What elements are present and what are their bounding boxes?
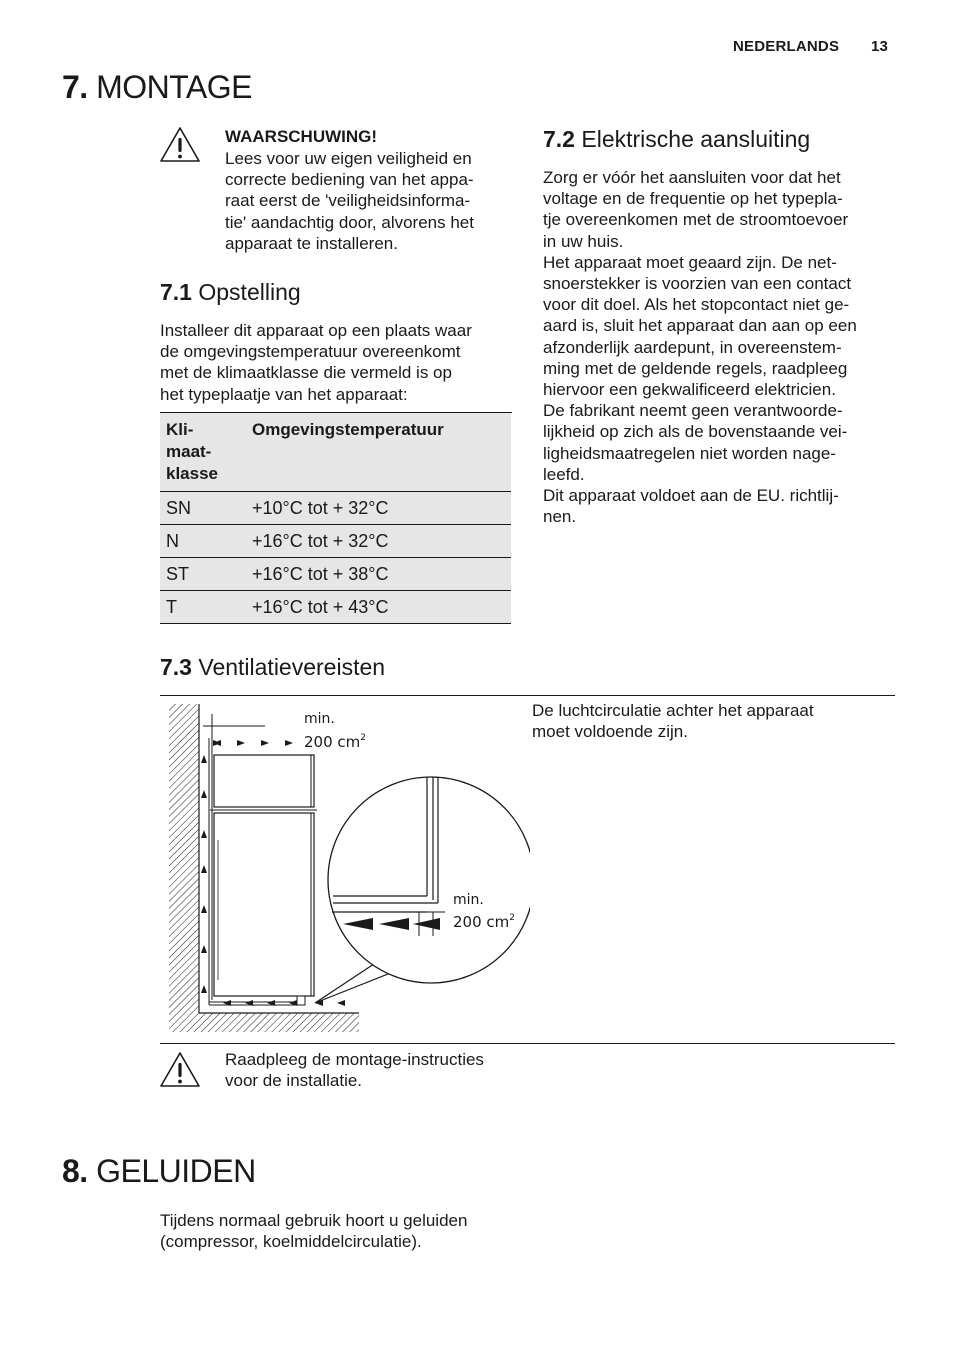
wall-hatch (169, 704, 199, 1032)
section-7-3-top-rule (160, 695, 895, 696)
section-7-3-bottom-rule (160, 1043, 895, 1044)
section-8-title-text: GELUIDEN (96, 1153, 256, 1189)
section-7-1-heading: 7.1 Opstelling (160, 279, 301, 305)
col-temperature-header: Omgevingstemperatuur (246, 413, 511, 492)
warning-triangle-icon (159, 1051, 201, 1089)
diagram-area-label-top: 200 $cm^2$ (304, 733, 366, 751)
diagram-area-label-zoom: 200 $cm^2$ (453, 913, 515, 931)
section-7-number: 7. (62, 69, 88, 105)
section-7-title (62, 69, 252, 106)
cell-klasse: T (160, 591, 246, 624)
section-8-text: Tijdens normaal gebruik hoort u geluiden (compressor, koelmiddelcirculatie). (160, 1211, 468, 1252)
cell-temp: +10°C tot + 32°C (246, 492, 511, 525)
diagram-min-label-zoom: min. (453, 892, 484, 908)
page-number: 13 (871, 38, 889, 55)
cell-temp: +16°C tot + 38°C (246, 558, 511, 591)
section-7-2-heading: 7.2 Elektrische aansluiting (543, 126, 811, 152)
section-8-title (62, 1153, 256, 1190)
cell-klasse: ST (160, 558, 246, 591)
section-7-title-text: MONTAGE (96, 69, 252, 105)
cell-klasse: SN (160, 492, 246, 525)
installation-note: Raadpleeg de montage-instructies voor de installatie. (225, 1050, 484, 1091)
table-row (160, 558, 511, 591)
section-7-3-heading: 7.3 Ventilatievereisten (160, 654, 386, 680)
warning-triangle-icon (159, 126, 201, 164)
cell-klasse: N (160, 525, 246, 558)
table-row (160, 591, 511, 624)
diagram-min-label-top: min. (304, 711, 335, 727)
warning-text: Lees voor uw eigen veiligheid en correcte bediening van het appa- raat eerst de 'veiligheidsinforma- tie' aandachtig door, alvorens het apparaat te installeren. (225, 149, 474, 253)
section-7-2-text: Zorg er vóór het aansluiten voor dat het voltage en de frequentie op het typepla- tje overeenkomen met de stroomtoevoer in uw huis. Het apparaat moet geaard zijn. De net- snoerstekker is voorzien van een contact voor dit doel. Als het stopcontact niet ge- aard is, sluit het apparaat dan aan op een afzonderlijk aardepunt, in overeenstem- ming met de geldende regels, raadpleeg hiervoor een gekwalificeerd elektricien. De fabrikant neemt geen verantwoorde- lijkheid op zich als de bovenstaande vei- ligheidsmaatregelen niet worden nage- leefd. Dit apparaat voldoet aan de EU. richtlij- nen. (543, 168, 857, 527)
cell-temp: +16°C tot + 43°C (246, 591, 511, 624)
warning-title: WAARSCHUWING! (225, 127, 378, 146)
ventilation-diagram (165, 700, 530, 1035)
climate-class-table (160, 413, 511, 624)
section-7-3-text: De luchtcirculatie achter het apparaat moet voldoende zijn. (532, 701, 814, 742)
col-klasse-header: Kli- maat- klasse (160, 413, 246, 492)
table-header-row (160, 413, 511, 492)
table-row (160, 492, 511, 525)
header-language: NEDERLANDS (733, 38, 840, 55)
table-row (160, 525, 511, 558)
floor-hatch (199, 1013, 359, 1032)
zoom-circle (328, 777, 530, 983)
section-7-1-text: Installeer dit apparaat op een plaats waar de omgevingstemperatuur overeenkomt met de klimaatklasse die vermeld is op het typeplaatje van het apparaat: (160, 321, 472, 404)
cell-temp: +16°C tot + 32°C (246, 525, 511, 558)
section-8-number: 8. (62, 1153, 88, 1189)
